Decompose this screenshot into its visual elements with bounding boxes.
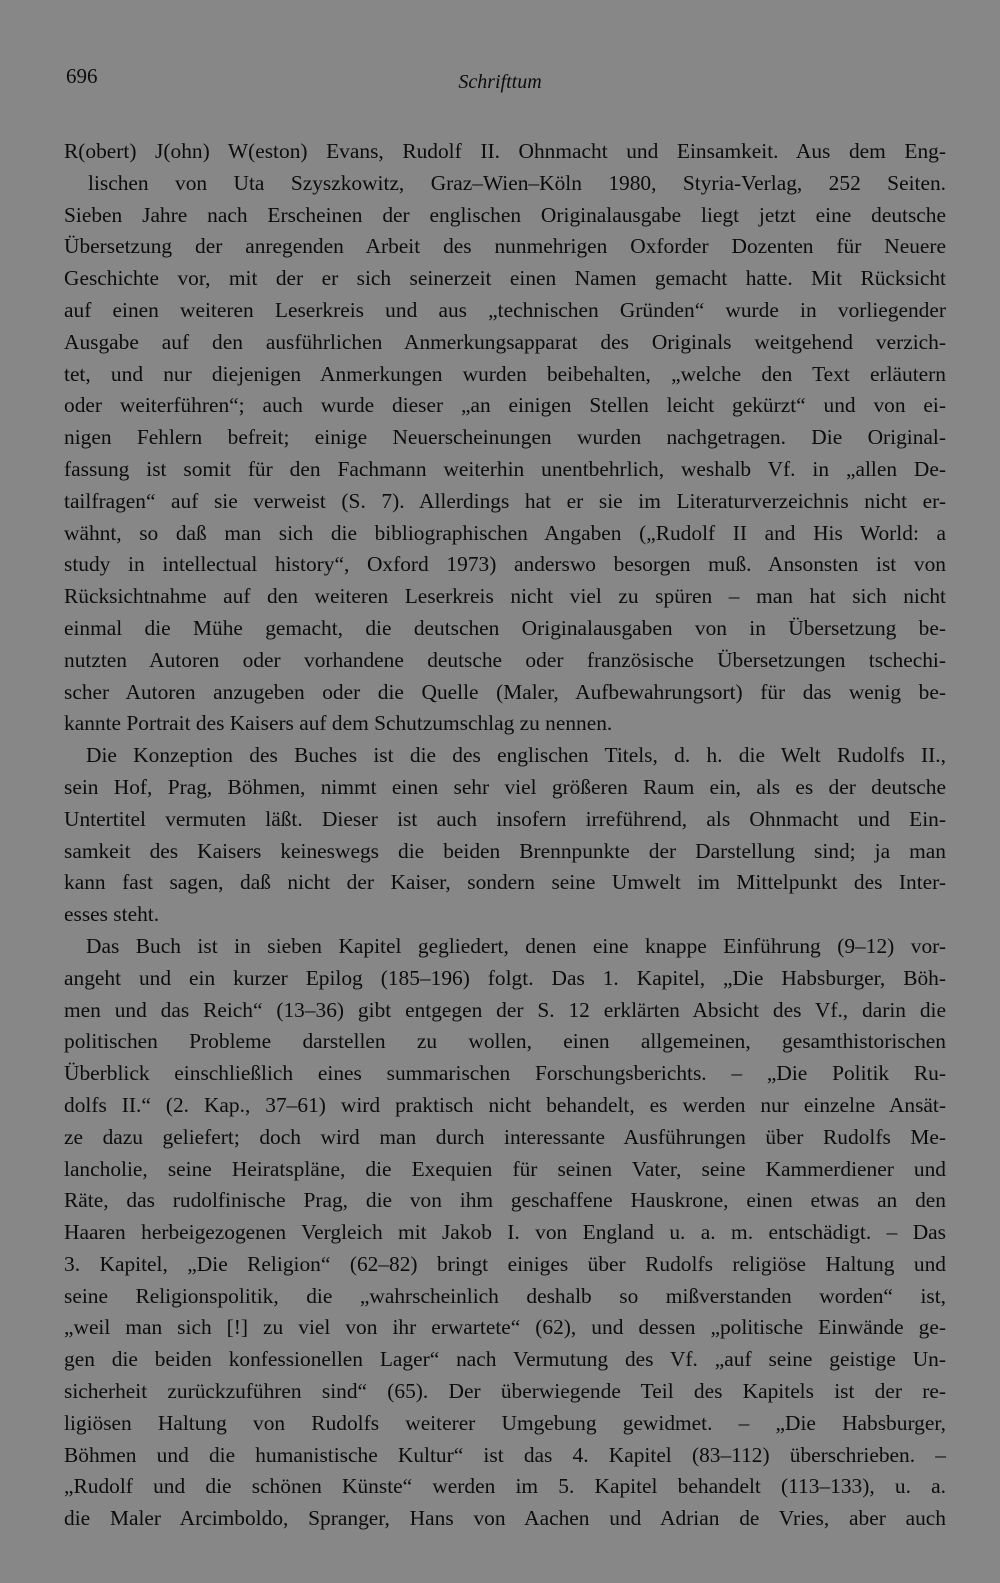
page-header: [66, 64, 934, 104]
text-line: sein Hof, Prag, Böhmen, nimmt einen sehr viel größeren Raum ein, als es der deutsche: [64, 774, 946, 799]
text-line: ligiösen Haltung von Rudolfs weiterer Umgebung gewidmet. – „Die Habsburger,: [64, 1410, 946, 1435]
text-line: 3. Kapitel, „Die Religion“ (62–82) bringt einiges über Rudolfs religiöse Haltung und: [64, 1251, 946, 1276]
text-line: die Maler Arcimboldo, Spranger, Hans von Aachen und Adrian de Vries, aber auch: [64, 1506, 946, 1531]
running-head: Schrifttum: [458, 71, 542, 93]
text-line: Die Konzeption des Buches ist die des englischen Titels, d. h. die Welt Rudolfs II.,: [86, 743, 946, 768]
text-line: Geschichte vor, mit der er sich seinerzeit einen Namen gemacht hatte. Mit Rücksicht: [64, 266, 946, 291]
text-line: oder weiterführen“; auch wurde dieser „an einigen Stellen leicht gekürzt“ und von ei-: [64, 393, 946, 418]
text-line: nutzten Autoren oder vorhandene deutsche oder französische Übersetzungen tschechi-: [64, 647, 946, 672]
text-line: „weil man sich [!] zu viel von ihr erwartete“ (62), und dessen „politische Einwände ge-: [64, 1315, 946, 1340]
text-line: study in intellectual history“, Oxford 1973) anderswo besorgen muß. Ansonsten ist von: [64, 552, 946, 577]
text-line: ze dazu geliefert; doch wird man durch interessante Ausführungen über Rudolfs Me-: [64, 1124, 946, 1149]
text-line: angeht und ein kurzer Epilog (185–196) folgt. Das 1. Kapitel, „Die Habsburger, Böh-: [64, 965, 946, 990]
text-line: Überblick einschließlich eines summarischen Forschungsberichts. – „Die Politik Ru-: [64, 1061, 946, 1086]
text-line: Räte, das rudolfinische Prag, die von ihm geschaffene Hauskrone, einen etwas an den: [64, 1188, 946, 1213]
text-line: kann fast sagen, daß nicht der Kaiser, sondern seine Umwelt im Mittelpunkt des Inter-: [64, 870, 946, 895]
text-line: Untertitel vermuten läßt. Dieser ist auch insofern irreführend, als Ohnmacht und Ein-: [64, 806, 946, 831]
text-line: lischen von Uta Szyszkowitz, Graz–Wien–Köln 1980, Styria-Verlag, 252 Seiten.: [88, 170, 946, 195]
text-line: tailfragen“ auf sie verweist (S. 7). Allerdings hat er sie im Literaturverzeichnis nicht er-: [64, 488, 946, 513]
text-line: Übersetzung der anregenden Arbeit des nunmehrigen Oxforder Dozenten für Neuere: [64, 234, 946, 259]
text-line: scher Autoren anzugeben oder die Quelle (Maler, Aufbewahrungsort) für das wenig be-: [64, 679, 946, 704]
text-line: Sieben Jahre nach Erscheinen der englischen Originalausgabe liegt jetzt eine deutsche: [64, 202, 946, 227]
text-line: Böhmen und die humanistische Kultur“ ist das 4. Kapitel (83–112) überschrieben. –: [64, 1442, 946, 1467]
review-text: [64, 136, 946, 1535]
text-line: samkeit des Kaisers keineswegs die beiden Brennpunkte der Darstellung sind; ja man: [64, 838, 946, 863]
text-line: Ausgabe auf den ausführlichen Anmerkungsapparat des Originals weitgehend verzich-: [64, 329, 946, 354]
text-line: einmal die Mühe gemacht, die deutschen Originalausgaben von in Übersetzung be-: [64, 615, 946, 640]
text-line: politischen Probleme darstellen zu wollen, einen allgemeinen, gesamthistorischen: [64, 1029, 946, 1054]
text-line: wähnt, so daß man sich die bibliographischen Angaben („Rudolf II and His World: a: [64, 520, 946, 545]
text-line: kannte Portrait des Kaisers auf dem Schutzumschlag zu nennen.: [64, 711, 613, 736]
text-line: nigen Fehlern befreit; einige Neuerscheinungen wurden nachgetragen. Die Original-: [64, 425, 946, 450]
page-number: 696: [66, 64, 98, 88]
text-line: sicherheit zurückzuführen sind“ (65). Der überwiegende Teil des Kapitels ist der re-: [64, 1379, 946, 1404]
text-line: esses steht.: [64, 902, 160, 927]
text-line: auf einen weiteren Leserkreis und aus „technischen Gründen“ wurde in vorliegender: [64, 297, 946, 322]
text-line: seine Religionspolitik, die „wahrscheinlich deshalb so mißverstanden worden“ ist,: [64, 1283, 946, 1308]
text-line: tet, und nur diejenigen Anmerkungen wurden beibehalten, „welche den Text erläutern: [64, 361, 946, 386]
text-line: R(obert) J(ohn) W(eston) Evans, Rudolf II. Ohnmacht und Einsamkeit. Aus dem Eng-: [64, 139, 946, 163]
text-line: Haaren herbeigezogenen Vergleich mit Jakob I. von England u. a. m. entschädigt. – Das: [64, 1220, 946, 1245]
text-line: Rücksichtnahme auf den weiteren Leserkreis nicht viel zu spüren – man hat sich nicht: [64, 584, 946, 609]
text-line: fassung ist somit für den Fachmann weiterhin unentbehrlich, weshalb Vf. in „allen De-: [64, 456, 946, 481]
text-line: gen die beiden konfessionellen Lager“ nach Vermutung des Vf. „auf seine geistige Un-: [64, 1347, 946, 1372]
text-line: lancholie, seine Heiratspläne, die Exequien für seinen Vater, seine Kammerdiener und: [64, 1156, 946, 1181]
text-line: Das Buch ist in sieben Kapitel gegliedert, denen eine knappe Einführung (9–12) vor-: [86, 933, 946, 958]
text-line: men und das Reich“ (13–36) gibt entgegen der S. 12 erklärten Absicht des Vf., darin die: [64, 997, 946, 1022]
text-line: dolfs II.“ (2. Kap., 37–61) wird praktisch nicht behandelt, es werden nur einzelne Ansät-: [64, 1092, 946, 1117]
text-line: „Rudolf und die schönen Künste“ werden im 5. Kapitel behandelt (113–133), u. a.: [64, 1474, 946, 1499]
